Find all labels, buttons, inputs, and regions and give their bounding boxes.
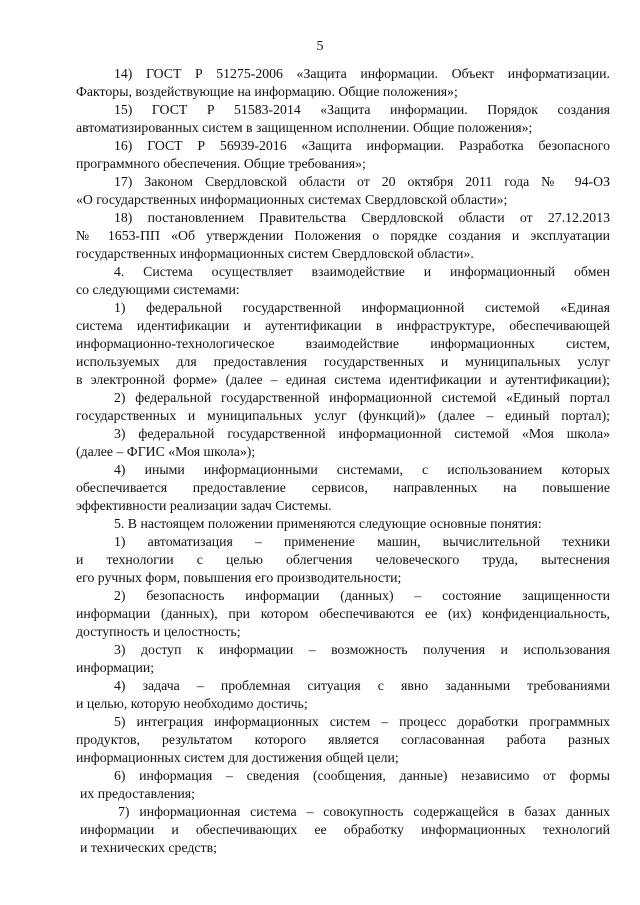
text-line: информации и обеспечивающих ее обработку информационных технологий (80, 822, 610, 837)
text-line: 5) интеграция информационных систем – процесс доработки программных (114, 714, 610, 729)
text-line: информации (данных), при котором обеспечиваются ее (их) конфиденциальность, (76, 606, 610, 621)
text-line: 4. Система осуществляет взаимодействие и информационный обмен (114, 264, 610, 279)
text-line: информационных систем для достижения общей цели; (76, 750, 399, 765)
text-line: 4) иными информационными системами, с использованием которых (114, 462, 610, 477)
text-line: 1) автоматизация – применение машин, вычислительной техники (114, 534, 610, 549)
text-line: и технических средств; (80, 840, 217, 855)
text-line: информационно-технологическое взаимодействие информационных систем, (76, 336, 610, 351)
text-line: информации; (76, 660, 155, 675)
text-line: система идентификации и аутентификации в инфраструктуре, обеспечивающей (76, 318, 610, 333)
text-line: государственных и муниципальных услуг (функций)» (далее – единый портал); (76, 408, 610, 423)
text-line: 3) федеральной государственной информационной системой «Моя школа» (114, 426, 610, 441)
text-line: 1) федеральной государственной информационной системой «Единая (114, 300, 610, 315)
text-line: государственных информационных систем Свердловской области». (76, 246, 474, 261)
text-line: (далее – ФГИС «Моя школа»); (76, 444, 256, 459)
text-line: используемых для предоставления государственных и муниципальных услуг (76, 354, 610, 369)
text-line: 15) ГОСТ Р 51583-2014 «Защита информации. Порядок создания (114, 102, 610, 117)
text-line: его ручных форм, повышения его производительности; (76, 570, 402, 585)
text-line: «О государственных информационных системах Свердловской области»; (76, 192, 508, 207)
text-line: 18) постановлением Правительства Свердловской области от 27.12.2013 (114, 210, 610, 225)
text-line: их предоставления; (80, 786, 195, 801)
text-line: Факторы, воздействующие на информацию. Общие положения»; (76, 84, 458, 99)
text-line: в электронной форме» (далее – единая система идентификации и аутентификации); (76, 372, 610, 387)
text-line: 17) Законом Свердловской области от 20 октября 2011 года № 94-ОЗ (114, 174, 610, 189)
text-line: 16) ГОСТ Р 56939-2016 «Защита информации. Разработка безопасного (114, 138, 610, 153)
text-line: и технологии с целью облегчения человеческого труда, вытеснения (76, 552, 610, 567)
text-line: доступность и целостность; (76, 624, 241, 639)
text-line: 14) ГОСТ Р 51275-2006 «Защита информации. Объект информатизации. (114, 66, 610, 81)
text-line: автоматизированных систем в защищенном исполнении. Общие положения»; (76, 120, 533, 135)
text-line: программного обеспечения. Общие требования»; (76, 156, 366, 171)
text-line: и целью, которую необходимо достичь; (76, 696, 308, 711)
text-line: 3) доступ к информации – возможность получения и использования (114, 642, 610, 657)
text-line: 2) федеральной государственной информационной системой «Единый портал (114, 390, 610, 405)
text-line: со следующими системами: (76, 282, 240, 297)
text-line: обеспечивается предоставление сервисов, направленных на повышение (76, 480, 610, 495)
text-line: 2) безопасность информации (данных) – состояние защищенности (114, 588, 610, 603)
text-line: продуктов, результатом которого является согласованная работа разных (76, 732, 610, 747)
text-line: 6) информация – сведения (сообщения, данные) независимо от формы (114, 768, 610, 783)
text-line: 5. В настоящем положении применяются следующие основные понятия: (114, 516, 542, 531)
text-line: 4) задача – проблемная ситуация с явно заданными требованиями (114, 678, 610, 693)
text-line: 7) информационная система – совокупность содержащейся в базах данных (118, 804, 610, 819)
page-number: 5 (316, 39, 324, 54)
text-line: № 1653-ПП «Об утверждении Положения о порядке создания и эксплуатации (76, 228, 610, 243)
text-line: эффективности реализации задач Системы. (76, 498, 332, 513)
